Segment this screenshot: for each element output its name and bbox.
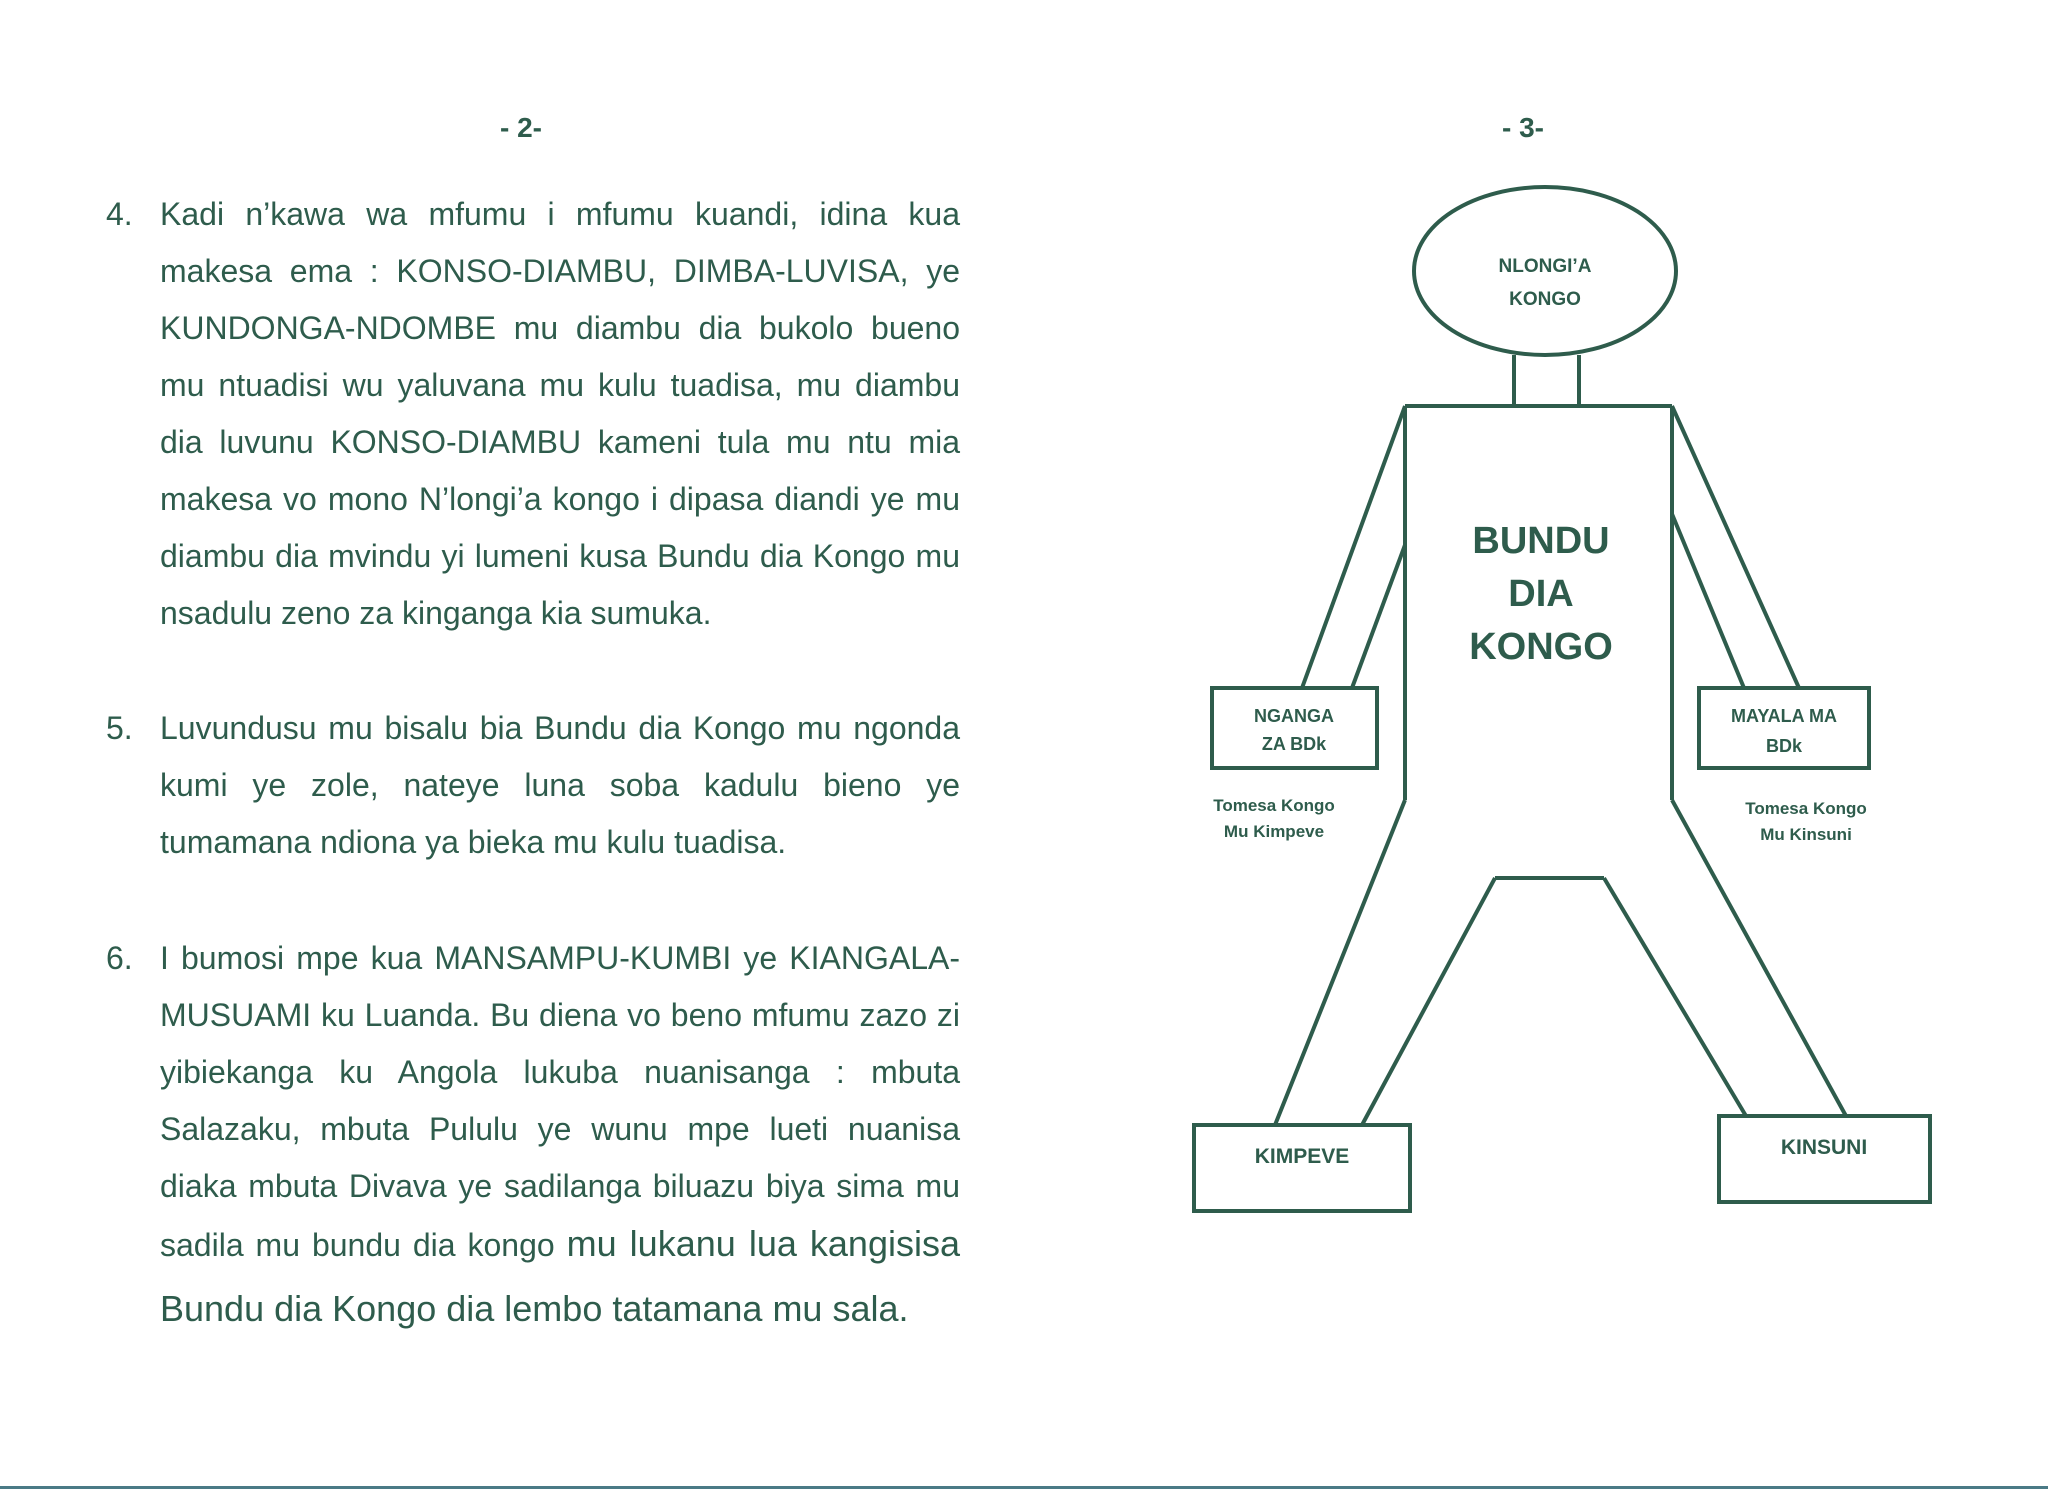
- left-hand-label-line1: NGANGA: [1254, 706, 1334, 726]
- left-arm-outer: [1302, 406, 1405, 688]
- right-caption-line1: Tomesa Kongo: [1745, 799, 1867, 818]
- left-caption-line1: Tomesa Kongo: [1213, 796, 1335, 815]
- paragraph-text: Kadi n’kawa wa mfumu i mfumu kuandi, idina kua makesa ema : KONSO-DIAMBU, DIMBA-LUVISA, ye KUNDONGA-NDOMBE mu diambu dia bukolo bueno mu ntuadisi wu yaluvana mu kulu tuadisa, mu diambu dia luvunu KONSO-DIAMBU kameni tula mu ntu mia makesa vo mono N’longi’a kongo i dipasa diandi ye mu diambu dia mvindu yi lumeni kusa Bundu dia Kongo mu nsadulu zeno za kinganga kia sumuka.: [160, 196, 960, 631]
- body-label-line1: BUNDU: [1472, 520, 1610, 562]
- left-hand-label-line2: ZA BDk: [1261, 734, 1327, 754]
- left-hand-box: [1212, 688, 1377, 768]
- right-leg-outer: [1672, 800, 1846, 1116]
- paragraph-text-large: mu lukanu lua kangisisa: [566, 1223, 960, 1264]
- left-foot-label: KIMPEVE: [1254, 1145, 1350, 1168]
- paragraph-number: 6.: [106, 940, 133, 976]
- right-hand-label-line2: BDk: [1765, 736, 1803, 756]
- left-leg-inner: [1362, 878, 1495, 1125]
- right-hand-label-line1: MAYALA MA: [1730, 706, 1838, 726]
- right-hand-box: [1699, 688, 1869, 768]
- left-foot-box: [1194, 1125, 1410, 1211]
- paragraph-number: 5.: [106, 710, 133, 746]
- left-caption-line2: Mu Kimpeve: [1223, 822, 1325, 841]
- right-foot-box: [1719, 1116, 1930, 1202]
- right-leg-inner: [1604, 878, 1746, 1116]
- right-arm-outer: [1672, 406, 1799, 688]
- paragraph-text-main: I bumosi mpe kua MANSAMPU-KUMBI ye KIANGALA-MUSUAMI ku Luanda. Bu diena vo beno mfumu zazo zi yibiekanga ku Angola lukuba nuanisanga : mbuta Salazaku, mbuta Pululu ye wunu mpe lueti nuanisa diaka mbuta Divava ye sadilanga biluazu biya sima mu sadila mu bundu dia kongo: [160, 940, 960, 1263]
- body-label-line3: KONGO: [1469, 626, 1613, 668]
- head-label-line2: KONGO: [1509, 289, 1581, 310]
- paragraph-text: Luvundusu mu bisalu bia Bundu dia Kongo mu ngonda kumi ye zole, nateye luna soba kadulu bieno ye tumamana ndiona ya bieka mu kulu tuadisa.: [160, 710, 960, 860]
- body-label-line2: DIA: [1508, 573, 1574, 615]
- left-arm-inner: [1352, 545, 1405, 688]
- page-number-left: - 2-: [500, 112, 542, 143]
- right-foot-label: KINSUNI: [1780, 1136, 1868, 1159]
- paragraph-text-final: Bundu dia Kongo dia lembo tatamana mu sala.: [160, 1288, 909, 1329]
- paragraph-number: 4.: [106, 196, 133, 232]
- page-number-right: - 3-: [1502, 112, 1544, 143]
- head-label-line1: NLONGI’A: [1498, 256, 1592, 277]
- left-leg-outer: [1275, 800, 1405, 1125]
- right-caption-line2: Mu Kinsuni: [1760, 825, 1852, 844]
